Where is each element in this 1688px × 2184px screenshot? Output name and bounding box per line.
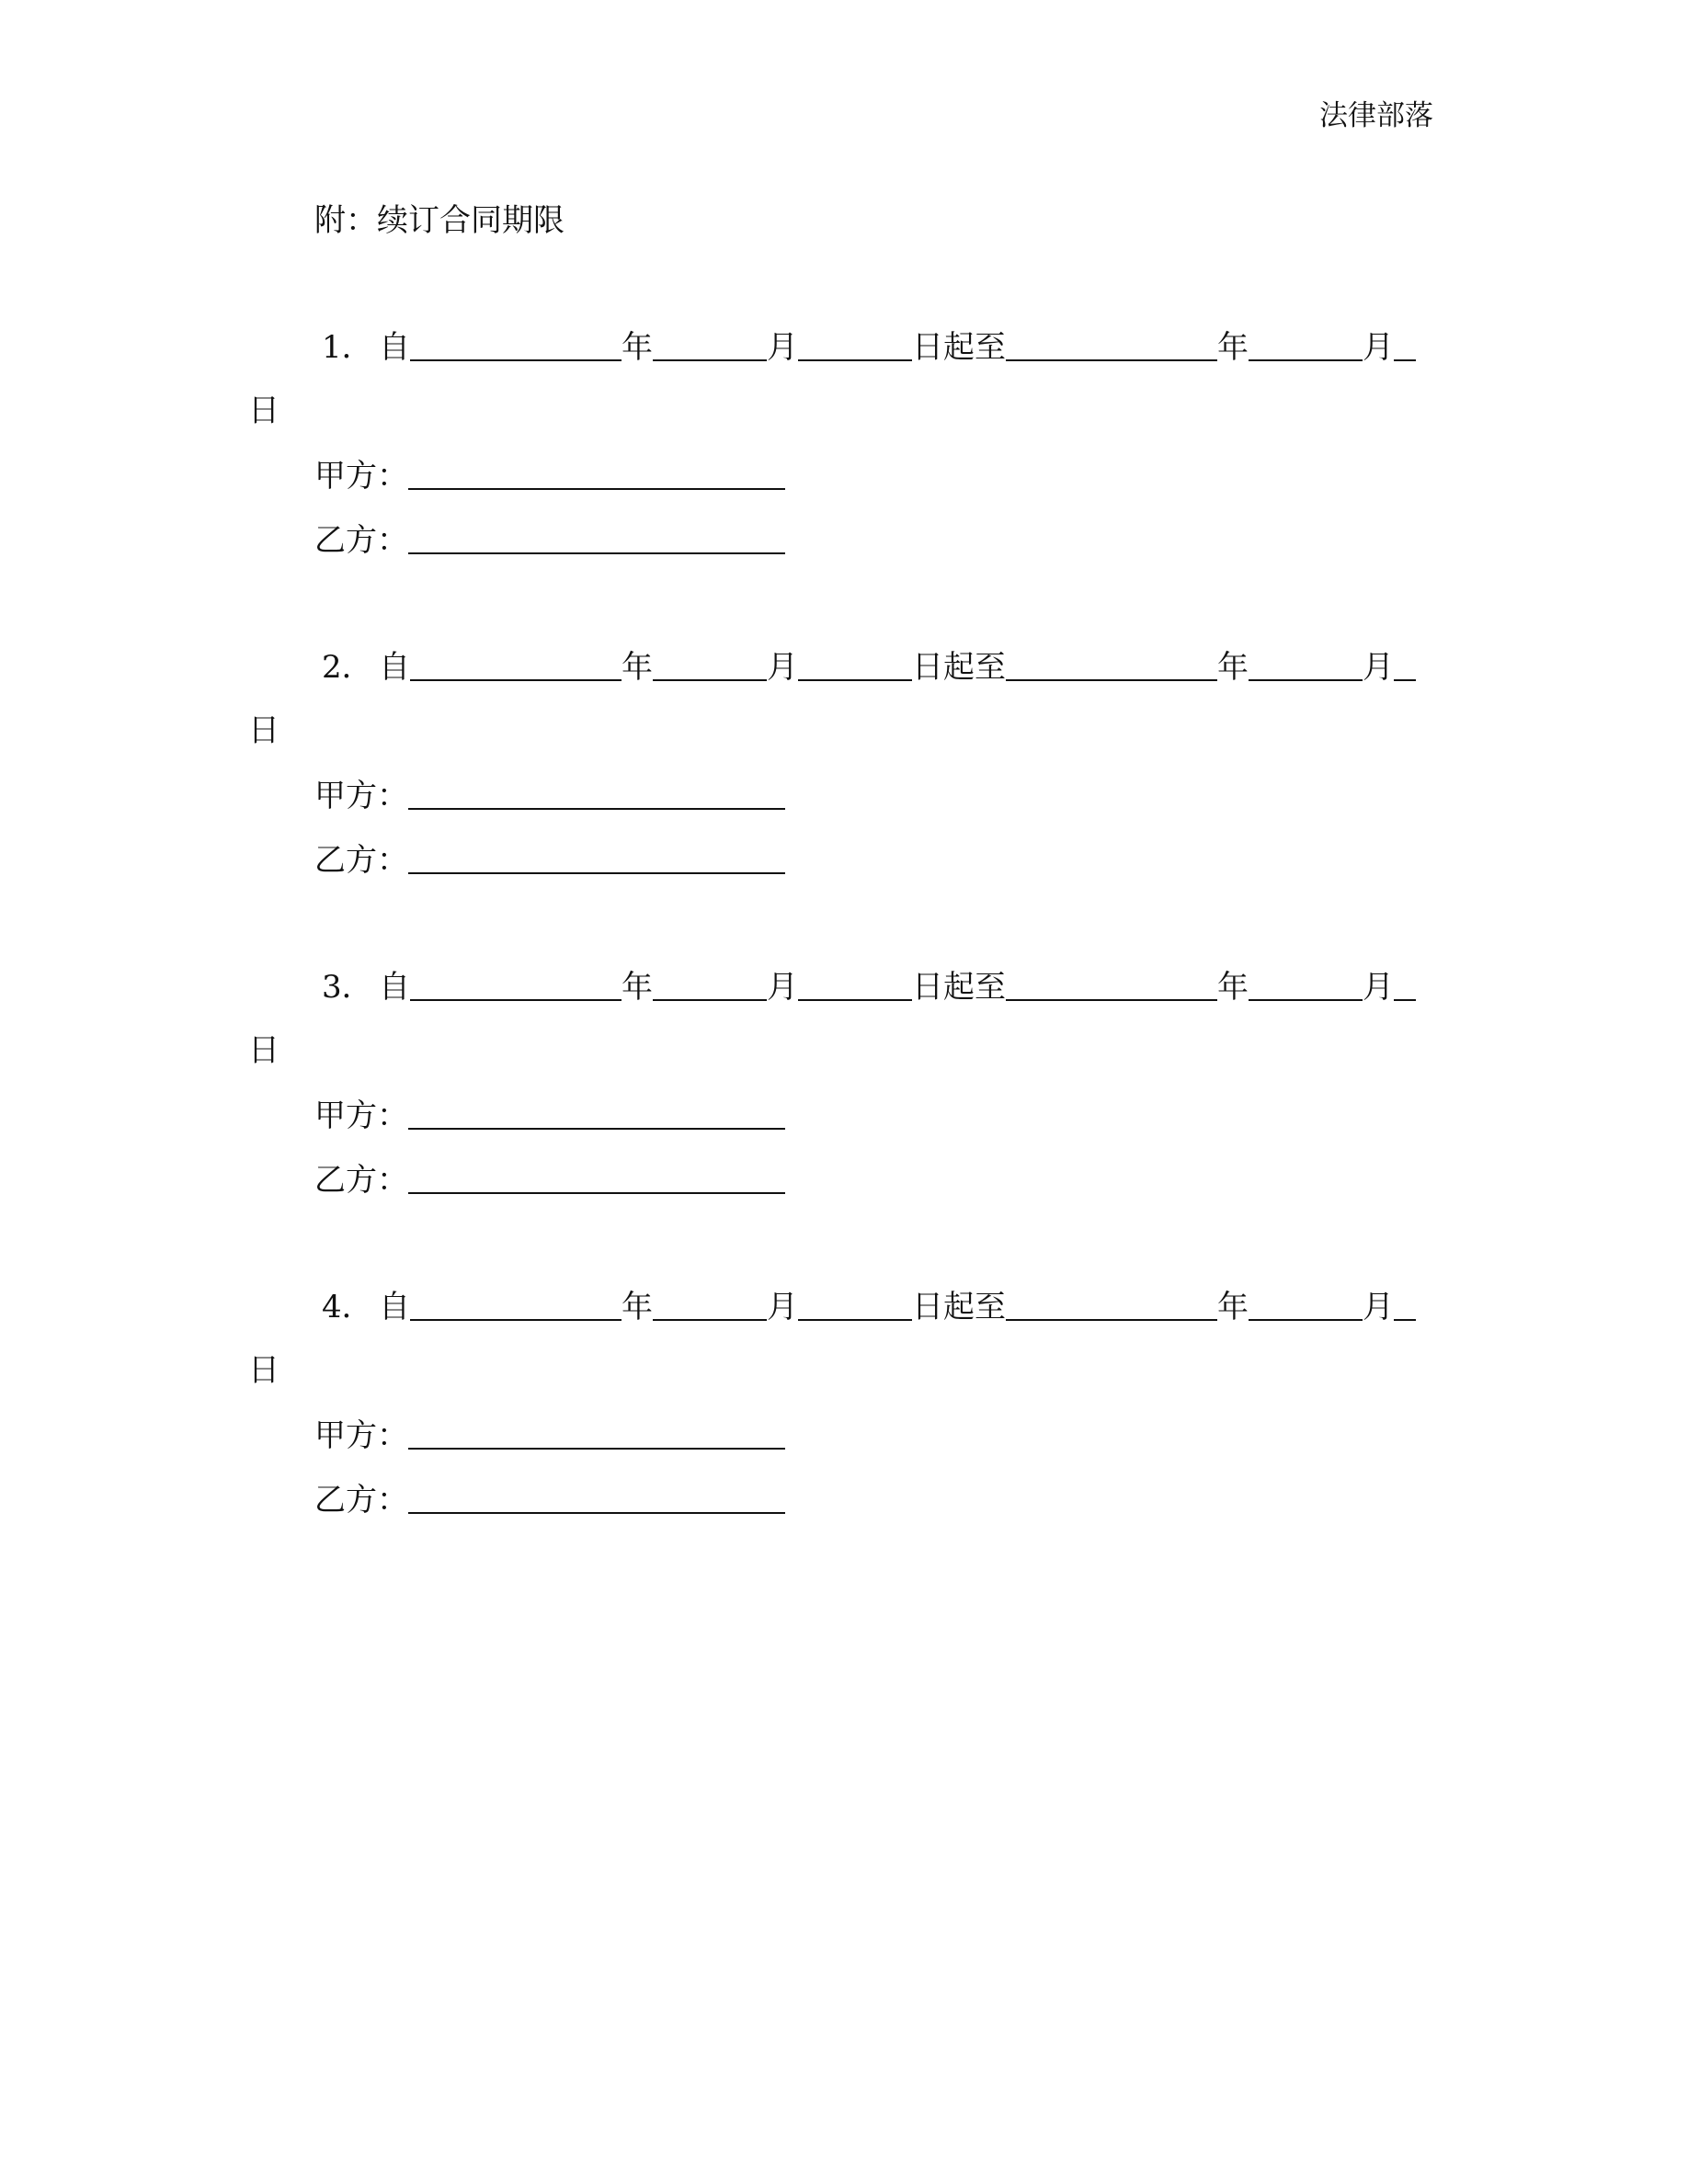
term-number: 1．: [322, 329, 373, 366]
party-b-signature-field[interactable]: [408, 1161, 785, 1194]
year-label: 年: [1217, 1289, 1249, 1325]
party-b-label: 乙方：: [314, 1482, 408, 1519]
month-label: 月: [767, 1289, 798, 1325]
party-b-signature-field[interactable]: [408, 1481, 785, 1514]
party-b-label: 乙方：: [314, 522, 408, 559]
party-a-label: 甲方：: [314, 1098, 408, 1134]
party-a-line: [314, 773, 785, 818]
party-b-signature-field[interactable]: [408, 841, 785, 874]
end-year-field[interactable]: [1006, 648, 1217, 681]
from-label: 自: [379, 329, 410, 366]
start-month-field[interactable]: [653, 328, 767, 361]
term-number: 3．: [322, 969, 373, 1006]
party-a-label: 甲方：: [314, 458, 408, 495]
year-label: 年: [1217, 649, 1249, 686]
year-label: 年: [1217, 969, 1249, 1006]
end-day-field[interactable]: [1394, 968, 1416, 1001]
renewal-term-2: [0, 644, 1688, 920]
day-label-wrapped: 日: [248, 712, 279, 749]
start-year-field[interactable]: [410, 648, 622, 681]
from-label: 自: [379, 1289, 410, 1325]
start-day-field[interactable]: [798, 1288, 912, 1321]
term-number: 2．: [322, 649, 373, 686]
month-label: 月: [1363, 969, 1394, 1006]
end-month-field[interactable]: [1249, 648, 1363, 681]
party-a-signature-field[interactable]: [408, 457, 785, 490]
renewal-term-1: [0, 324, 1688, 600]
year-label: 年: [1217, 329, 1249, 366]
party-b-label: 乙方：: [314, 842, 408, 879]
from-label: 自: [379, 649, 410, 686]
term-date-line: [314, 1284, 1431, 1329]
page-header-brand: 法律部落: [1319, 99, 1433, 132]
start-year-field[interactable]: [410, 1288, 622, 1321]
party-a-signature-field[interactable]: [408, 1097, 785, 1130]
party-b-label: 乙方：: [314, 1162, 408, 1199]
party-a-label: 甲方：: [314, 1417, 408, 1454]
party-b-line: [314, 518, 785, 563]
year-label: 年: [622, 649, 653, 686]
appendix-heading: 附：续订合同期限: [314, 202, 565, 239]
day-label-wrapped: 日: [248, 392, 279, 429]
year-label: 年: [622, 329, 653, 366]
day-start-to-label: 日起至: [912, 1289, 1006, 1325]
start-year-field[interactable]: [410, 968, 622, 1001]
end-year-field[interactable]: [1006, 1288, 1217, 1321]
term-date-line: [314, 964, 1431, 1009]
month-label: 月: [767, 969, 798, 1006]
term-date-line: [314, 644, 1431, 689]
end-day-field[interactable]: [1394, 1288, 1416, 1321]
party-a-signature-field[interactable]: [408, 1416, 785, 1450]
day-start-to-label: 日起至: [912, 969, 1006, 1006]
from-label: 自: [379, 969, 410, 1006]
end-month-field[interactable]: [1249, 328, 1363, 361]
day-label-wrapped: 日: [248, 1352, 279, 1389]
party-b-line: [314, 837, 785, 882]
term-number: 4．: [322, 1289, 373, 1325]
end-month-field[interactable]: [1249, 1288, 1363, 1321]
term-date-line: [314, 324, 1431, 370]
month-label: 月: [1363, 1289, 1394, 1325]
start-month-field[interactable]: [653, 648, 767, 681]
end-day-field[interactable]: [1394, 328, 1416, 361]
year-label: 年: [622, 1289, 653, 1325]
party-a-line: [314, 1093, 785, 1138]
year-label: 年: [622, 969, 653, 1006]
start-day-field[interactable]: [798, 328, 912, 361]
start-month-field[interactable]: [653, 968, 767, 1001]
party-a-label: 甲方：: [314, 778, 408, 814]
party-a-line: [314, 1413, 785, 1458]
renewal-term-4: [0, 1284, 1688, 1560]
start-day-field[interactable]: [798, 968, 912, 1001]
start-day-field[interactable]: [798, 648, 912, 681]
day-start-to-label: 日起至: [912, 649, 1006, 686]
start-year-field[interactable]: [410, 328, 622, 361]
end-year-field[interactable]: [1006, 968, 1217, 1001]
day-label-wrapped: 日: [248, 1032, 279, 1069]
month-label: 月: [1363, 329, 1394, 366]
start-month-field[interactable]: [653, 1288, 767, 1321]
renewal-term-3: [0, 964, 1688, 1240]
party-b-line: [314, 1157, 785, 1202]
party-a-signature-field[interactable]: [408, 777, 785, 810]
month-label: 月: [767, 649, 798, 686]
day-start-to-label: 日起至: [912, 329, 1006, 366]
month-label: 月: [1363, 649, 1394, 686]
month-label: 月: [767, 329, 798, 366]
party-b-line: [314, 1477, 785, 1522]
end-day-field[interactable]: [1394, 648, 1416, 681]
party-b-signature-field[interactable]: [408, 521, 785, 554]
party-a-line: [314, 453, 785, 498]
end-year-field[interactable]: [1006, 328, 1217, 361]
end-month-field[interactable]: [1249, 968, 1363, 1001]
